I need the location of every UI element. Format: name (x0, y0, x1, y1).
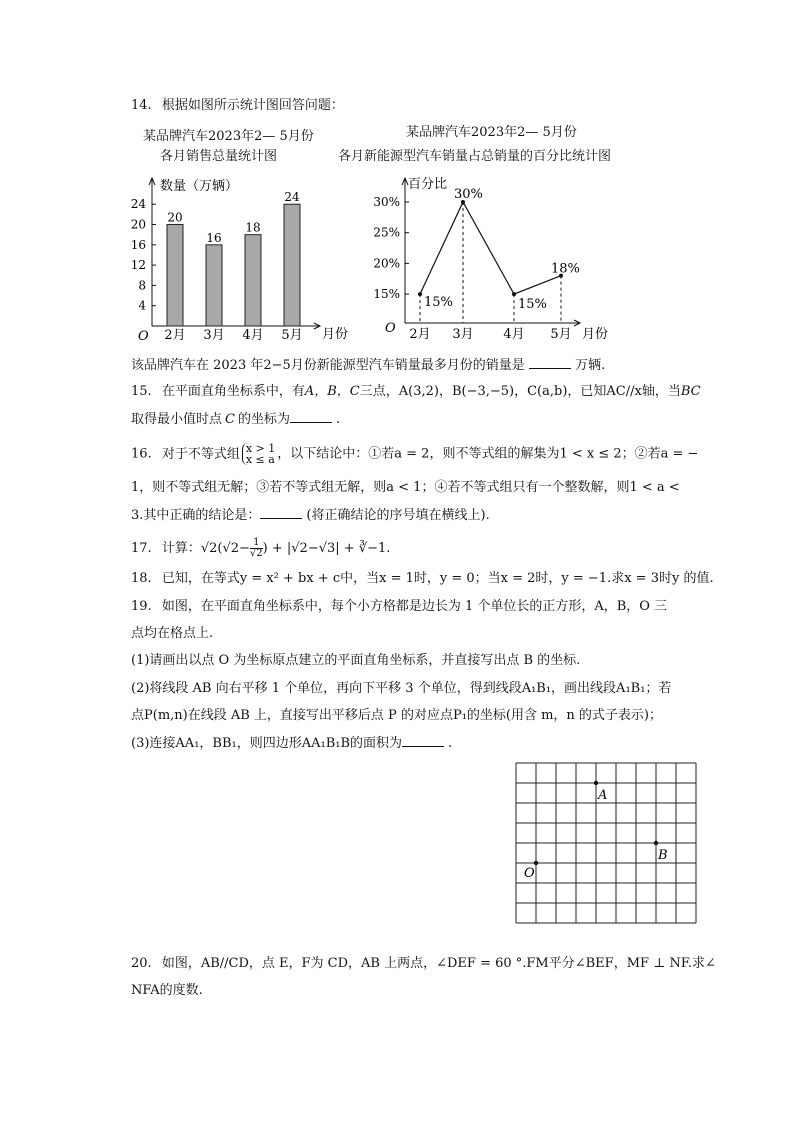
q17-fraction (250, 538, 263, 559)
coordinate-grid-figure (515, 762, 697, 924)
q15-bc: BC (680, 384, 701, 399)
x-tick-label: 5月 (281, 328, 303, 343)
x-tick-label: 3月 (203, 328, 225, 343)
q19-part3-end: . (448, 736, 453, 751)
grid-point-a (594, 781, 598, 785)
y-tick-label: 8 (138, 278, 146, 293)
q15-text-b: 三点，A(3,2)，B(−3,−5)，C(a,b)，已知AC//x轴，当 (359, 384, 681, 399)
bar (206, 245, 222, 326)
q19-number: 19. (131, 599, 152, 614)
q15-answer-blank[interactable] (290, 410, 332, 423)
point-data-label: 18% (551, 261, 580, 277)
q16-line-1 (131, 443, 698, 465)
bar-data-label: 16 (206, 230, 222, 245)
q20-line-1 (131, 955, 716, 973)
origin-label: O (385, 321, 396, 336)
q14-answer-text: 该品牌汽车在 2023 年2−5月份新能源型汽车销量最多月份的销量是 (131, 358, 525, 373)
series-line (420, 202, 561, 294)
q18-number: 18. (131, 571, 152, 586)
q19-part-1: (1)请画出以点 O 为坐标原点建立的平面直角坐标系，并直接写出点 B 的坐标. (131, 653, 581, 668)
q19-part3-text: (3)连接AA₁，BB₁，则四边形AA₁B₁B的面积为 (131, 736, 403, 751)
y-tick-label: 4 (138, 298, 146, 313)
q19-part-2-line-1: (2)将线段 AB 向右平移 1 个单位，再向下平移 3 个单位，得到线段A₁B₁，画出线段A₁B₁；若 (131, 681, 672, 696)
q19-answer-blank[interactable] (402, 734, 444, 747)
q18-line (131, 570, 714, 588)
q16-line-3 (131, 506, 490, 525)
q17-frac-den: √2 (249, 548, 263, 559)
q14-answer-unit: 万辆. (575, 358, 606, 373)
bar-data-label: 24 (284, 190, 300, 205)
x-axis-label: 月份 (322, 327, 349, 342)
q16-line3-a: 3.其中正确的结论是： (131, 508, 261, 523)
q17-part2: ) + |√2−√3| + ∛−1. (262, 541, 391, 556)
x-tick-label: 4月 (242, 328, 264, 343)
q20-line-2: NFA的度数. (131, 983, 203, 998)
q15-number: 15. (131, 384, 152, 399)
q17-number: 17. (131, 541, 152, 556)
q15-text-a: 在平面直角坐标系中，有 (161, 384, 305, 399)
bar (167, 225, 183, 326)
point-data-label: 15% (424, 295, 453, 311)
line-chart (360, 170, 610, 350)
x-tick-label: 2月 (164, 328, 186, 343)
q14-answer-line (131, 356, 605, 375)
point-data-label: 15% (518, 297, 547, 313)
q17-line (131, 538, 390, 559)
bar-data-label: 18 (245, 220, 261, 235)
q14-number: 14. (131, 98, 152, 113)
y-tick-label: 20% (373, 256, 400, 271)
q20-line1-text: 如图，AB//CD，点 E，F为 CD，AB 上两点，∠DEF = 60 °.FM平分∠BEF，MF ⊥ NF.求∠ (161, 956, 716, 971)
q15-text-d: 的坐标为 (237, 412, 290, 427)
q19-line-1 (131, 598, 667, 616)
q15-text-c: 取得最小值时点 (131, 412, 223, 427)
y-tick-label: 20 (130, 217, 146, 232)
q15-end: . (335, 412, 341, 427)
inequality-top: x > 1 (245, 442, 276, 455)
q17-frac-num: 1 (250, 538, 263, 549)
x-axis-label: 月份 (582, 327, 609, 342)
data-point (512, 292, 516, 296)
bar-chart (120, 166, 349, 346)
bar (245, 235, 261, 326)
q14-prompt: 根据如图所示统计图回答问题： (161, 98, 344, 113)
q19-part-2-line-2: 点P(m,n)在线段 AB 上，直接写出平移后点 P 的对应点P₁的坐标(用含 m，n 的式子表示)； (131, 708, 663, 723)
q16-number: 16. (131, 446, 152, 462)
origin-label: O (138, 329, 149, 344)
bar (284, 204, 300, 326)
x-tick-label: 3月 (452, 327, 474, 342)
q15-points: A，B，C (304, 384, 360, 399)
q16-line3-b: (将正确结论的序号填在横线上). (306, 508, 490, 523)
q16-lead: 对于不等式组 (161, 446, 240, 462)
bar-data-label: 20 (167, 210, 183, 225)
q15-line-2 (131, 410, 340, 429)
q18-text: 已知，在等式y = x² + bx + c中，当x = 1时，y = 0；当x = 2时，y = −1.求x = 3时y 的值. (161, 571, 714, 586)
y-tick-label: 16 (130, 237, 146, 252)
x-tick-label: 4月 (503, 327, 525, 342)
grid-point-label-a: A (598, 788, 608, 803)
grid-point-label-o: O (524, 866, 535, 881)
grid-point-b (654, 841, 658, 845)
x-tick-label: 2月 (409, 327, 431, 342)
y-axis-label: 百分比 (408, 177, 448, 192)
q16-line1-rest: ，以下结论中：①若a = 2，则不等式组的解集为1 < x ≤ 2；②若a = − (277, 446, 699, 462)
y-tick-label: 24 (130, 197, 146, 212)
data-point (418, 292, 422, 296)
q16-line-2: 1，则不等式组无解；③若不等式组无解，则a < 1；④若不等式组只有一个整数解，则1 < a < (131, 480, 680, 495)
point-data-label: 30% (454, 187, 483, 202)
line-chart-title-1: 某品牌汽车2023年2— 5月份 (406, 125, 577, 140)
grid-point-label-b: B (658, 848, 668, 863)
inequality-bottom: x ≤ a (245, 453, 275, 466)
x-tick-label: 5月 (550, 327, 572, 342)
q17-part1: √2(√2− (200, 541, 250, 556)
q14-answer-blank[interactable] (529, 356, 571, 369)
y-tick-label: 25% (373, 225, 400, 240)
q20-number: 20. (131, 956, 152, 971)
q19-line1-text: 如图，在平面直角坐标系中，每个小方格都是边长为 1 个单位长的正方形，A，B，O 三 (161, 599, 668, 614)
q15-point-c: C (225, 412, 235, 427)
y-tick-label: 12 (130, 258, 146, 273)
y-tick-label: 30% (373, 195, 400, 209)
y-tick-label: 15% (373, 287, 400, 302)
q14-stem (131, 97, 344, 115)
q15-line-1 (131, 383, 701, 401)
bar-chart-title-1: 某品牌汽车2023年2— 5月份 (143, 129, 314, 144)
q19-line-2: 点均在格点上. (131, 626, 214, 641)
y-axis-label: 数量（万辆） (160, 179, 239, 194)
inequality-system (242, 443, 275, 465)
bar-chart-title-2: 各月销售总量统计图 (160, 149, 278, 164)
q19-part-3 (131, 734, 452, 753)
q17-lead: 计算： (161, 541, 201, 556)
line-chart-title-2: 各月新能源型汽车销量占总销量的百分比统计图 (338, 149, 612, 164)
q16-answer-blank[interactable] (260, 506, 302, 519)
grid-point-o (534, 861, 538, 865)
